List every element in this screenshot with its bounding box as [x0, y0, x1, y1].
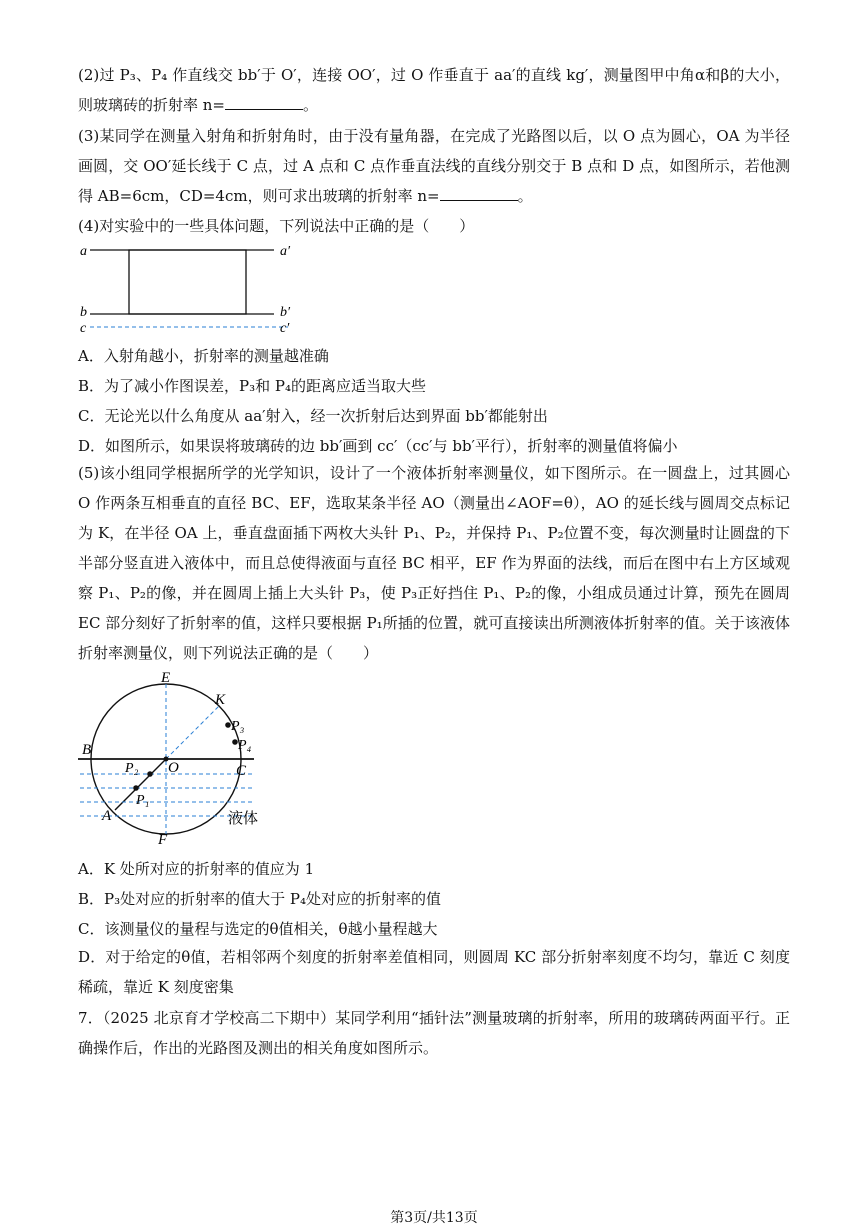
- label-k: K: [215, 692, 226, 708]
- pin-p2: [147, 771, 153, 777]
- question-3-end: 。: [517, 187, 533, 205]
- pin-p4: [232, 739, 238, 745]
- label-p3: P₃: [231, 719, 245, 734]
- label-liquid: 液体: [228, 811, 259, 827]
- q5-option-c: C．该测量仪的量程与选定的θ值相关，θ越小量程越大: [78, 920, 438, 938]
- q5-option-d: D．对于给定的θ值，若相邻两个刻度的折射率差值相同，则圆周 KC 部分折射率刻度不均匀，靠近 C 刻度稀疏，靠近 K 刻度密集: [78, 948, 790, 996]
- question-2: [78, 60, 790, 120]
- label-a: a: [80, 244, 87, 259]
- refractometer-figure: [78, 668, 278, 848]
- label-c-prime: c′: [280, 321, 290, 336]
- question-3: [78, 121, 790, 211]
- label-o: O: [168, 760, 179, 776]
- question-2-end: 。: [303, 96, 319, 114]
- label-e: E: [161, 670, 171, 686]
- answer-blank-2[interactable]: [225, 95, 303, 110]
- glass-slab-figure: [78, 236, 308, 336]
- page-footer: 第3页/共13页: [390, 1210, 478, 1226]
- label-p4: P₄: [238, 738, 252, 753]
- label-a-prime: a′: [280, 244, 291, 259]
- pin-p3: [225, 722, 231, 728]
- question-3-text: (3)某同学在测量入射角和折射角时，由于没有量角器，在完成了光路图以后，以 O 点为圆心，OA 为半径画圆，交 OO′延长线于 C 点，过 A 点和 C 点作垂直法线的直线分别交于 B 点和 D 点，如图所示，若他测得 AB=6cm，CD=4cm，则可求出玻璃的折射率 n=: [78, 127, 790, 205]
- label-f: F: [158, 832, 168, 848]
- label-a: A: [102, 808, 112, 824]
- label-b: b: [80, 305, 87, 320]
- answer-blank-3[interactable]: [440, 186, 518, 201]
- glass-block: [129, 250, 246, 314]
- q4-option-b: B．为了减小作图误差，P₃和 P₄的距离应适当取大些: [78, 377, 427, 395]
- question-7: 7．（2025 北京育才学校高二下期中）某同学利用“插针法”测量玻璃的折射率，所用的玻璃砖两面平行。正确操作后，作出的光路图及测出的相关角度如图所示。: [78, 1009, 790, 1057]
- label-b-prime: b′: [280, 305, 291, 320]
- label-c: C: [236, 763, 247, 779]
- q5-option-b: B．P₃处对应的折射率的值大于 P₄处对应的折射率的值: [78, 890, 442, 908]
- pin-p1: [133, 785, 139, 791]
- q4-option-a: A．入射角越小，折射率的测量越准确: [78, 347, 329, 365]
- question-4: (4)对实验中的一些具体问题，下列说法中正确的是（ ）: [78, 217, 475, 235]
- radius-ok: [166, 705, 220, 759]
- q4-option-c: C．无论光以什么角度从 aa′射入，经一次折射后达到界面 bb′都能射出: [78, 407, 548, 425]
- question-2-text: (2)过 P₃、P₄ 作直线交 bb′于 O′，连接 OO′，过 O 作垂直于 aa′的直线 kg′，测量图甲中角α和β的大小，则玻璃砖的折射率 n=: [78, 66, 790, 114]
- label-p2: P₂: [125, 761, 139, 776]
- label-b: B: [82, 742, 92, 758]
- label-p1: P₁: [136, 793, 150, 808]
- q5-option-a: A．K 处所对应的折射率的值应为 1: [78, 860, 315, 878]
- q4-option-d: D．如图所示，如果误将玻璃砖的边 bb′画到 cc′（cc′与 bb′平行），折射率的测量值将偏小: [78, 437, 678, 455]
- label-c: c: [80, 321, 87, 336]
- question-5: (5)该小组同学根据所学的光学知识，设计了一个液体折射率测量仪，如下图所示。在一圆盘上，过其圆心 O 作两条互相垂直的直径 BC、EF，选取某条半径 AO（测量出∠AOF=θ），AO 的延长线与圆周交点标记为 K，在半径 OA 上，垂直盘面插下两枚大头针 P₁、P₂，并保持 P₁、P₂位置不变，每次测量时让圆盘的下半部分竖直进入液体中，而且总使得液面与直径 BC 相平，EF 作为界面的法线，而后在图中右上方区域观察 P₁、P₂的像，并在圆周上插上大头针 P₃，使 P₃正好挡住 P₁、P₂的像，小组成员通过计算，预先在圆周 EC 部分刻好了折射率的值，这样只要根据 P₁所插的位置，就可直接读出所测液体折射率的值。关于该液体折射率测量仪，则下列说法正确的是（ ）: [78, 464, 790, 662]
